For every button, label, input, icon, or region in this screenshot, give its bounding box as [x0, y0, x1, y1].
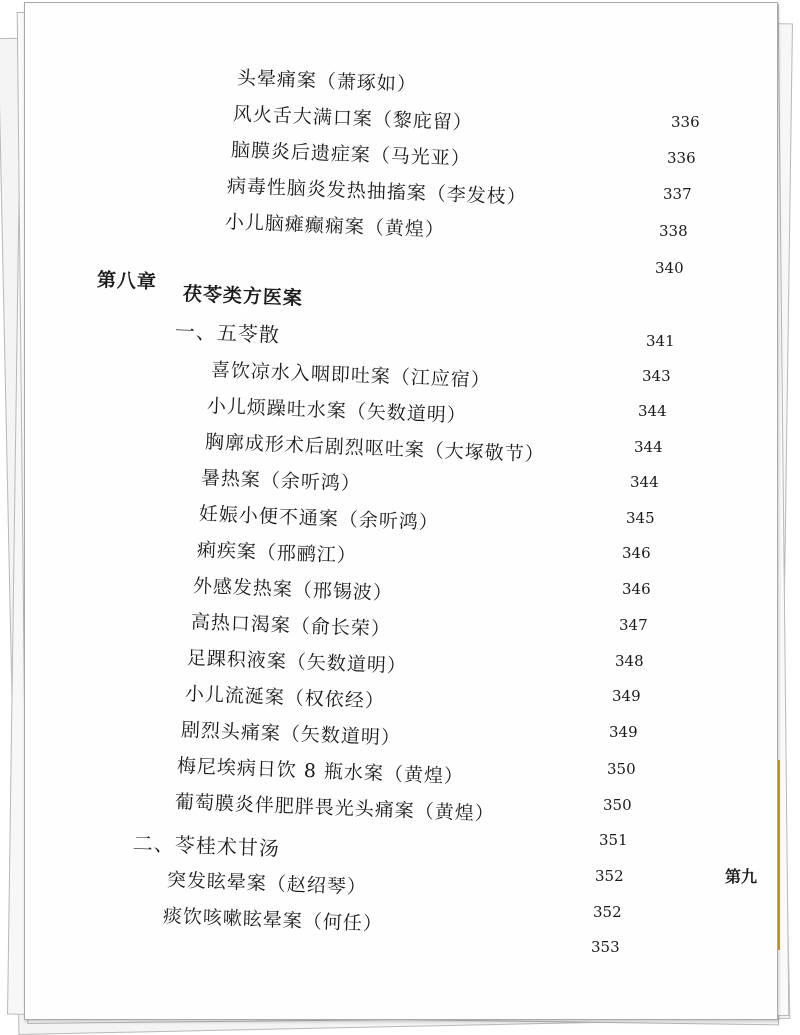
underlying-page-text: 第九	[725, 867, 758, 886]
page-number: 344	[638, 402, 667, 420]
toc-entry: 外感发热案（邢锡波）	[192, 575, 394, 605]
chapter-title: 茯苓类方医案	[182, 283, 304, 310]
toc-entry: 梅尼埃病日饮 8 瓶水案（黄煌）	[176, 755, 465, 789]
toc-entry: 小儿烦躁吐水案（矢数道明）	[206, 395, 468, 427]
page-number: 343	[642, 367, 671, 385]
toc-entry: 妊娠小便不通案（余听鸿）	[198, 503, 440, 535]
page-number: 344	[630, 473, 659, 491]
toc-entry: 痰饮咳嗽眩晕案（何任）	[162, 905, 384, 936]
page-number: 346	[622, 544, 651, 562]
page-number: 348	[615, 652, 644, 670]
page-number: 337	[663, 185, 692, 203]
toc-entry: 风火舌大满口案（黎庇留）	[232, 103, 474, 135]
page-number: 346	[622, 580, 651, 598]
page-number: 345	[626, 509, 655, 527]
page-number: 349	[609, 723, 638, 741]
toc-entry: 高热口渴案（俞长荣）	[190, 611, 392, 641]
toc-entry: 头晕痛案（萧琢如）	[236, 67, 418, 96]
page-number: 341	[646, 332, 675, 350]
page-number: 336	[667, 149, 696, 167]
toc-entry: 突发眩晕案（赵绍琴）	[166, 869, 368, 899]
chapter-number: 第八章	[96, 269, 158, 294]
toc-entry: 病毒性脑炎发热抽搐案（李发枝）	[226, 175, 528, 209]
toc-entry: 剧烈头痛案（矢数道明）	[180, 719, 402, 750]
page-number: 349	[612, 687, 641, 705]
toc-entry: 足踝积液案（矢数道明）	[186, 647, 408, 678]
toc-entry: 脑膜炎后遗症案（马光亚）	[230, 139, 472, 171]
page-number: 347	[619, 616, 648, 634]
toc-entry: 葡萄膜炎伴肥胖畏光头痛案（黄煌）	[174, 791, 496, 826]
section-heading: 一、五苓散	[174, 319, 281, 348]
toc-entry: 喜饮凉水入咽即吐案（江应宿）	[210, 359, 492, 392]
page-number: 350	[607, 760, 636, 778]
toc-entry: 小儿流涎案（权依经）	[184, 683, 386, 713]
toc-entry: 小儿脑瘫癫痫案（黄煌）	[224, 211, 446, 242]
page-number: 338	[659, 222, 688, 240]
page-number: 340	[655, 259, 684, 277]
section-heading: 二、苓桂术甘汤	[132, 831, 281, 861]
toc-page	[24, 2, 778, 1020]
page-number: 336	[671, 113, 700, 131]
page-number: 344	[634, 438, 663, 456]
toc-entry: 痢疾案（邢鹂江）	[196, 539, 358, 568]
page-number: 353	[591, 938, 620, 956]
page-number: 351	[599, 831, 628, 849]
page-number: 350	[603, 796, 632, 814]
page-number: 352	[593, 903, 622, 921]
toc-entry: 胸廓成形术后剧烈呕吐案（大塚敬节）	[204, 431, 546, 467]
toc-entry: 暑热案（余听鸿）	[200, 467, 362, 496]
page-number: 352	[595, 867, 624, 885]
